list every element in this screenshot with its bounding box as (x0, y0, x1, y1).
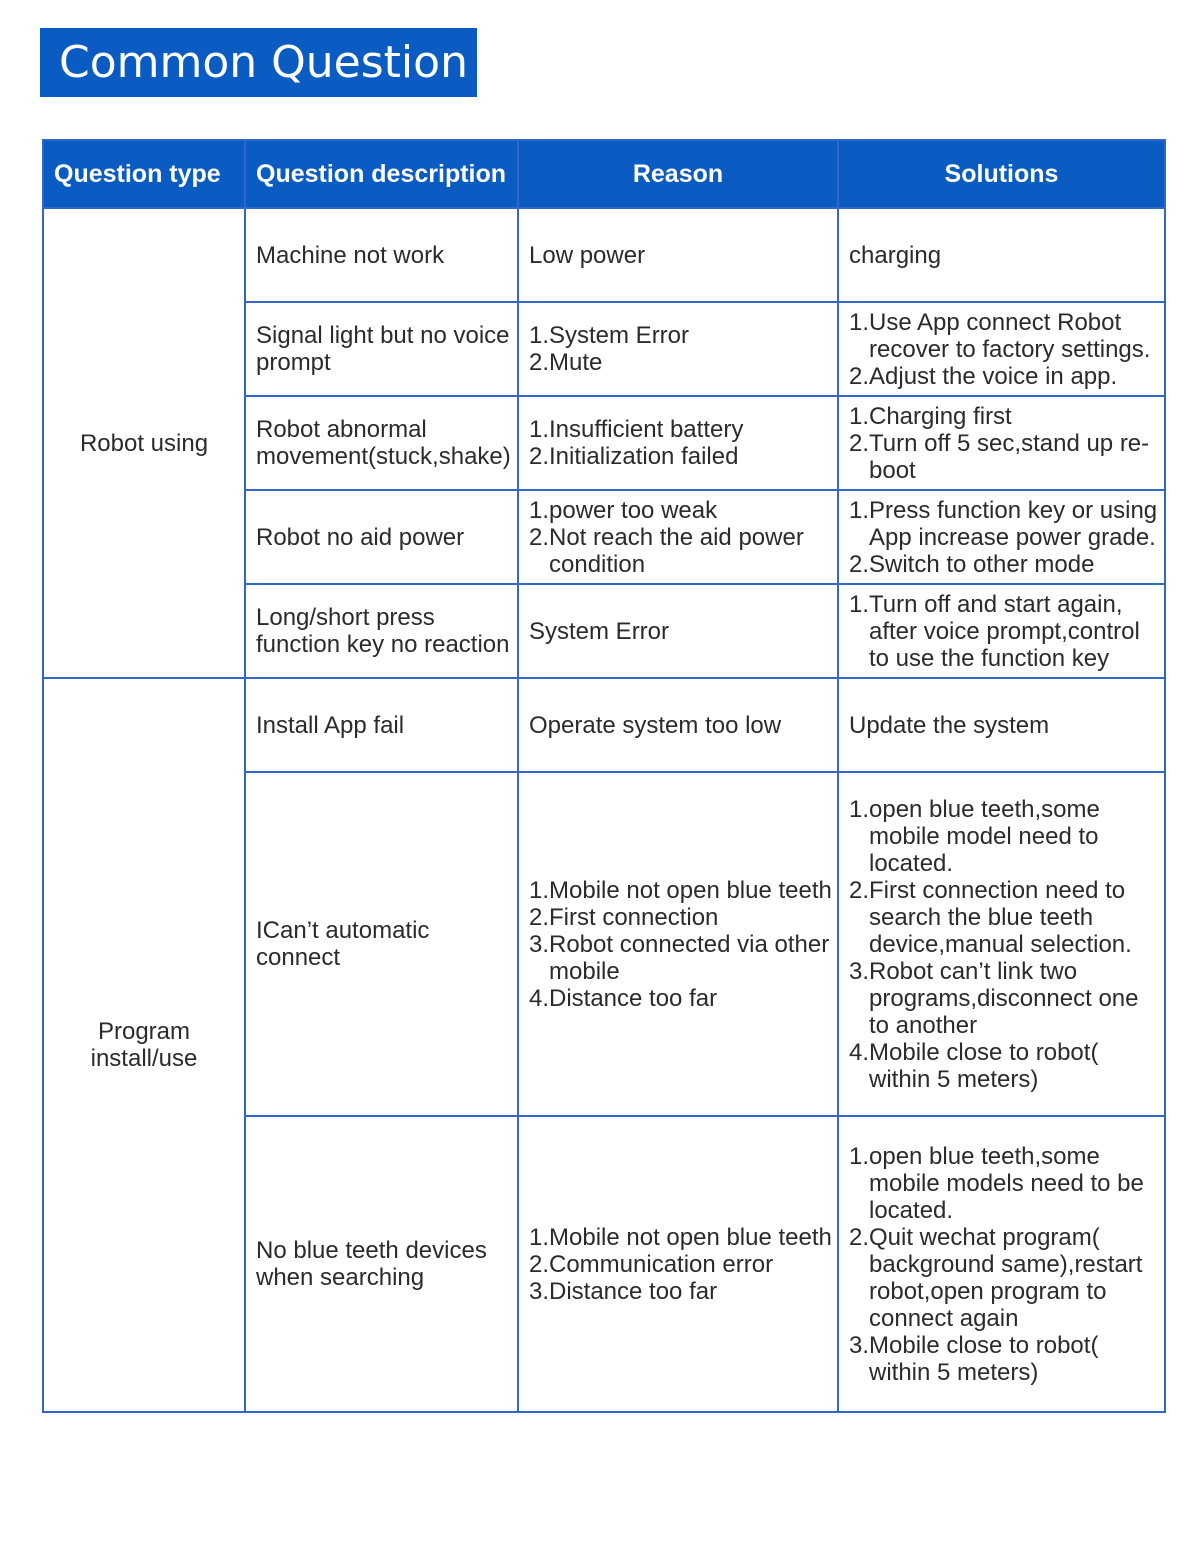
numbered-list (849, 497, 1160, 578)
solutions-cell (838, 490, 1165, 584)
header-question-description: Question description (245, 140, 518, 208)
solutions-cell (838, 208, 1165, 302)
reason-cell (518, 678, 838, 772)
list-item: 3. Distance too far (529, 1277, 718, 1305)
description-cell: Machine not work (245, 208, 518, 302)
list-item: 1. Mobile not open blue teeth (529, 1223, 832, 1251)
description-cell: ICan’t automatic connect (245, 772, 518, 1116)
reason-cell (518, 584, 838, 678)
list-item: 2. First connection (529, 903, 719, 931)
list-item: 2. Mute (529, 349, 603, 376)
reason-cell (518, 208, 838, 302)
list-item: 3. Robot connected via other mobile (529, 930, 830, 985)
numbered-list (849, 309, 1160, 390)
list-item: 1. Turn off and start again, after voice prompt,control to use the function key (849, 590, 1140, 672)
list-item: 2. Communication error (529, 1250, 774, 1278)
description-cell: No blue teeth devices when searching (245, 1116, 518, 1412)
cell-text: System Error (529, 617, 670, 645)
faq-table (42, 139, 1166, 1413)
list-item: 3. Robot can’t link two programs,disconnect one to another (849, 957, 1139, 1039)
table-row (43, 678, 1165, 772)
page-title: Common Question (59, 37, 468, 88)
list-item: 1. System Error (529, 322, 690, 349)
list-item: 2. Switch to other mode (849, 550, 1095, 578)
list-item: 1. Charging first (849, 402, 1012, 430)
list-item: 3. Mobile close to robot( within 5 meters) (849, 1331, 1099, 1386)
solutions-cell (838, 772, 1165, 1116)
list-item: 1. Mobile not open blue teeth (529, 876, 832, 904)
list-item: 1. Insufficient battery (529, 416, 744, 443)
solutions-cell (838, 678, 1165, 772)
list-item: 1. open blue teeth,some mobile model need to located. (849, 795, 1100, 877)
list-item: 2. First connection need to search the blue teeth device,manual selection. (849, 876, 1132, 958)
table-row (43, 208, 1165, 302)
question-type-cell: Robot using (43, 208, 245, 678)
numbered-list (849, 403, 1160, 484)
list-item: 2. Initialization failed (529, 443, 739, 470)
list-item: 1. open blue teeth,some mobile models need to be located. (849, 1142, 1144, 1224)
reason-cell (518, 490, 838, 584)
reason-cell (518, 772, 838, 1116)
description-cell: Robot abnormal movement(stuck,shake) (245, 396, 518, 490)
list-item: 4. Distance too far (529, 984, 718, 1012)
question-type-cell: Program install/use (43, 678, 245, 1412)
cell-text: charging (849, 241, 942, 269)
numbered-list (529, 416, 833, 470)
cell-text: Operate system too low (529, 711, 782, 739)
numbered-list (849, 1143, 1160, 1386)
solutions-cell (838, 396, 1165, 490)
list-item: 1. Use App connect Robot recover to factory settings. (849, 308, 1151, 363)
list-item: 2. Not reach the aid power condition (529, 523, 804, 578)
numbered-list (849, 796, 1160, 1093)
cell-text: Low power (529, 241, 646, 269)
header-question-type: Question type (43, 140, 245, 208)
solutions-cell (838, 302, 1165, 396)
header-reason: Reason (518, 140, 838, 208)
numbered-list (529, 322, 833, 376)
reason-cell (518, 302, 838, 396)
solutions-cell (838, 584, 1165, 678)
numbered-list (529, 1224, 833, 1305)
list-item: 2. Turn off 5 sec,stand up re-boot (849, 429, 1150, 484)
numbered-list (529, 497, 833, 578)
description-cell: Signal light but no voice prompt (245, 302, 518, 396)
description-cell: Install App fail (245, 678, 518, 772)
header-solutions: Solutions (838, 140, 1165, 208)
list-item: 1. Press function key or using App increase power grade. (849, 496, 1158, 551)
cell-text: Update the system (849, 711, 1050, 739)
list-item: 4. Mobile close to robot( within 5 meters) (849, 1038, 1099, 1093)
reason-cell (518, 1116, 838, 1412)
reason-cell (518, 396, 838, 490)
list-item: 2. Adjust the voice in app. (849, 362, 1118, 390)
solutions-cell (838, 1116, 1165, 1412)
numbered-list (849, 591, 1160, 672)
numbered-list (529, 877, 833, 1012)
description-cell: Long/short press function key no reaction (245, 584, 518, 678)
title-banner (40, 28, 477, 97)
description-cell: Robot no aid power (245, 490, 518, 584)
list-item: 1. power too weak (529, 496, 718, 524)
list-item: 2. Quit wechat program( background same),restart robot,open program to connect again (849, 1223, 1143, 1332)
table-header-row (43, 140, 1165, 208)
